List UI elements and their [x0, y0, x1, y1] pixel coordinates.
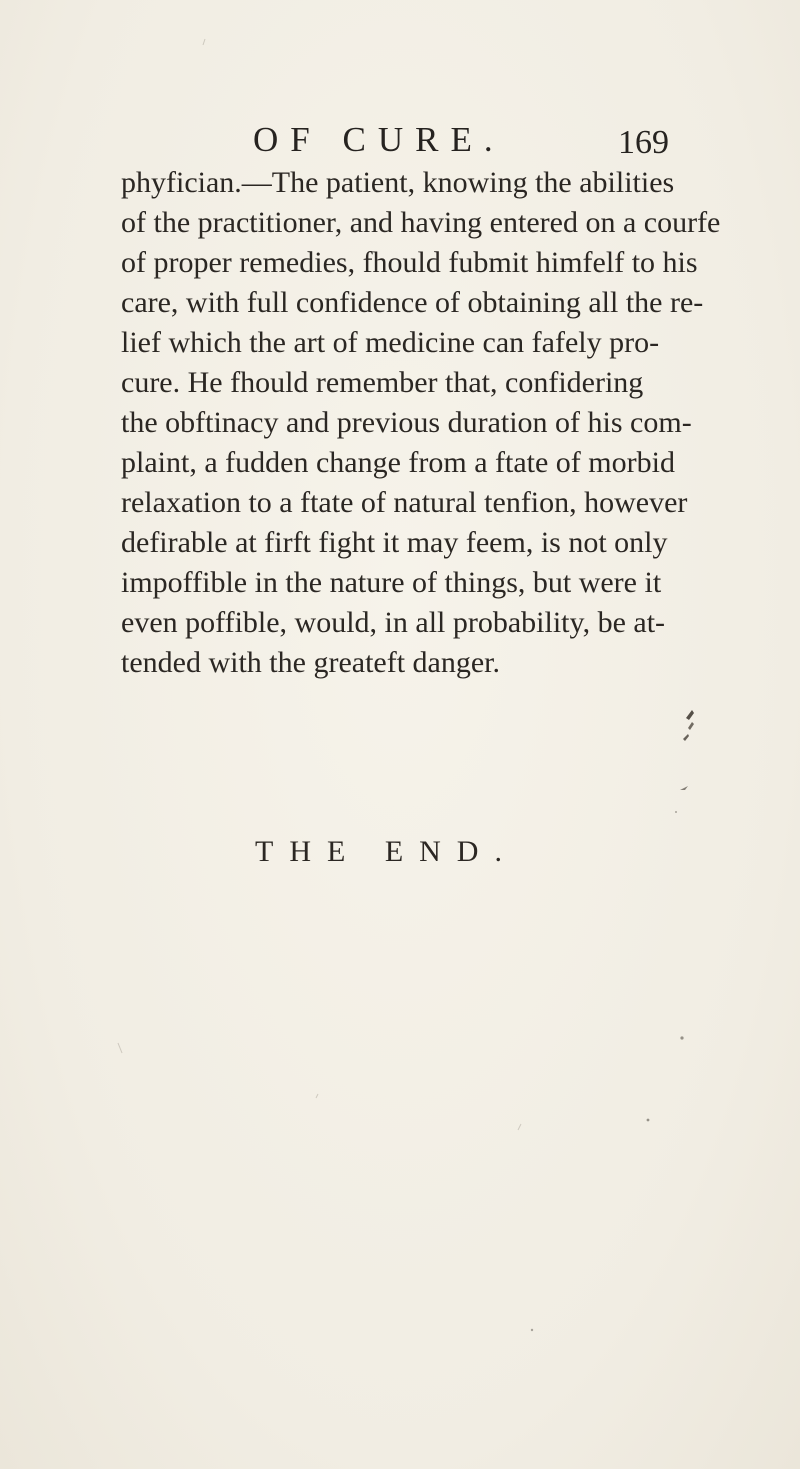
text-line: cure. He fhould remember that, confidering: [121, 366, 644, 399]
text-line: plaint, a fudden change from a ftate of morbid: [121, 446, 675, 479]
text-line: of proper remedies, fhould fubmit himfelf to his: [121, 246, 698, 279]
the-end-colophon: THE END.: [255, 835, 518, 868]
text-line: care, with full confidence of obtaining all the re-: [121, 286, 704, 319]
page-number: 169: [618, 124, 669, 161]
running-head: OF CURE.: [253, 120, 505, 159]
text-line: of the practitioner, and having entered on a courfe: [121, 206, 721, 239]
text-line: impoffible in the nature of things, but were it: [121, 566, 662, 599]
text-line: even poffible, would, in all probability, be at-: [121, 606, 666, 639]
text-line: defirable at firft fight it may feem, is not only: [121, 526, 668, 559]
text-line: phyfician.—The patient, knowing the abilities: [121, 166, 675, 199]
text-line: lief which the art of medicine can fafely pro-: [121, 326, 660, 359]
text-line: the obftinacy and previous duration of his com-: [121, 406, 692, 439]
text-line: relaxation to a ftate of natural tenfion, however: [121, 486, 688, 519]
text-line: tended with the greateft danger.: [121, 646, 501, 679]
